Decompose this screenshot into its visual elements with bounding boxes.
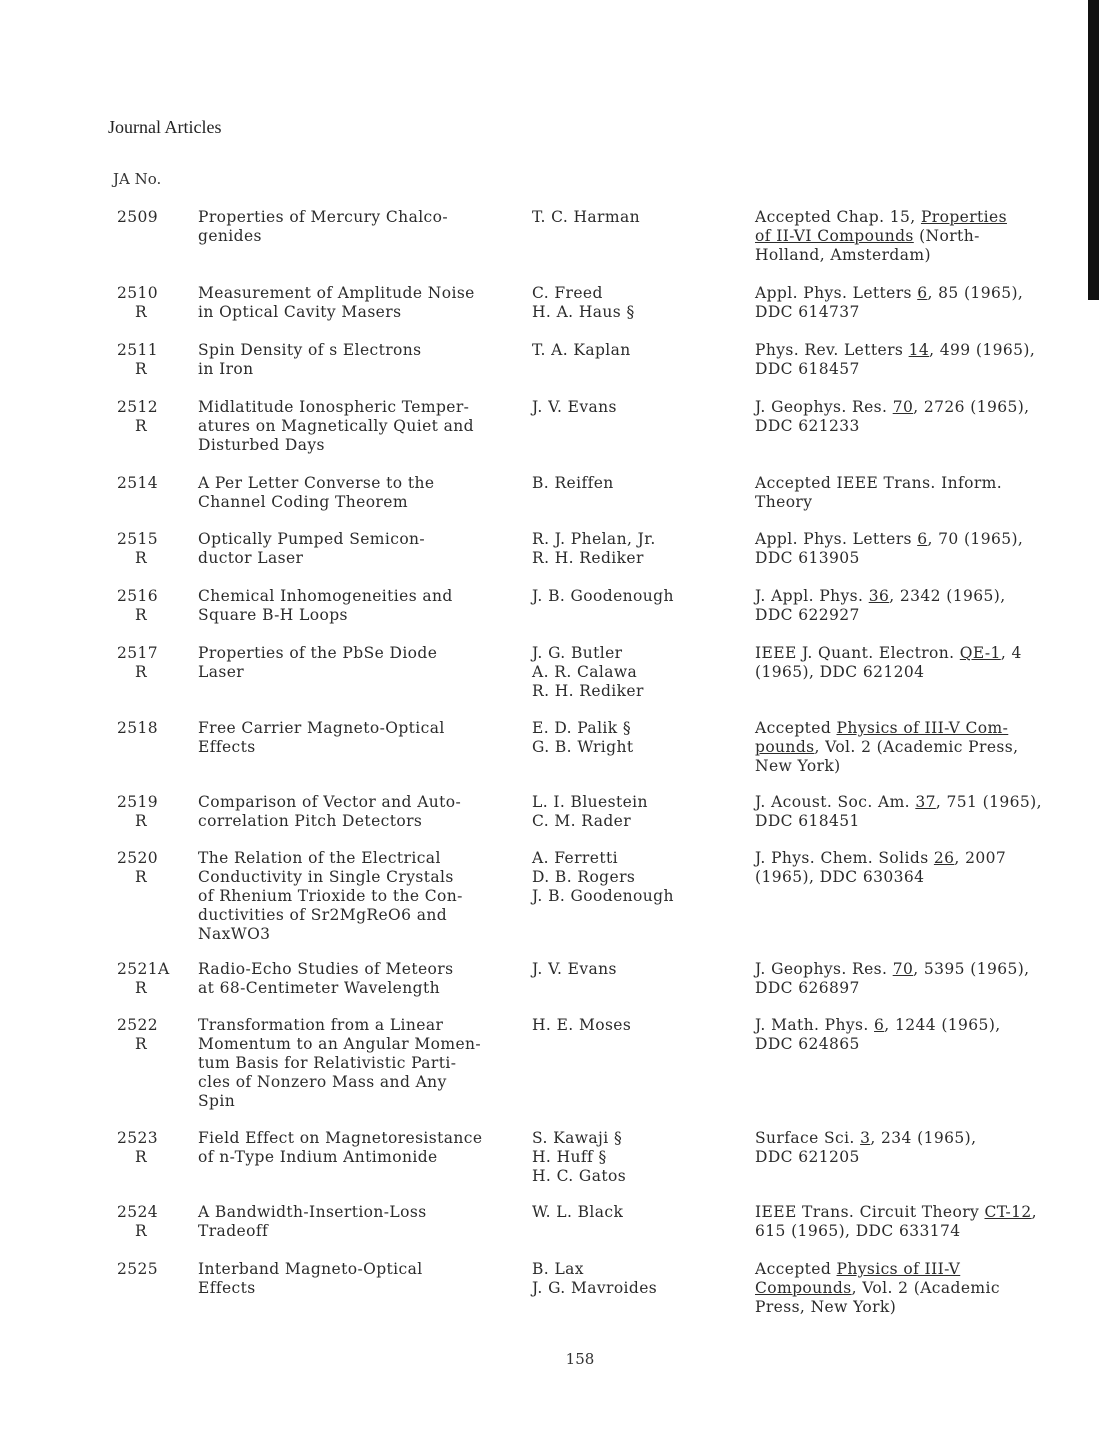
- citation-segment: Press, New York): [755, 1298, 897, 1316]
- citation-segment: DDC 613905: [755, 549, 860, 567]
- title-line: Spin Density of s Electrons: [198, 341, 422, 359]
- citation-line: [755, 849, 1095, 868]
- ja-number-cell: [117, 644, 185, 682]
- author-name: A. R. Calawa: [532, 663, 638, 681]
- ja-number-cell: [117, 719, 185, 738]
- citation-segment: DDC 618457: [755, 360, 860, 378]
- author-name: R. J. Phelan, Jr.: [532, 530, 656, 548]
- article-authors: [532, 530, 747, 568]
- ja-number: 2517: [117, 644, 159, 662]
- ja-number: 2518: [117, 719, 159, 737]
- article-authors: [532, 1260, 747, 1298]
- title-line: atures on Magnetically Quiet and: [198, 417, 474, 435]
- column-header-ja-no: JA No.: [113, 170, 162, 188]
- author-name: C. Freed: [532, 284, 603, 302]
- citation-segment: 6: [874, 1016, 885, 1034]
- title-line: Conductivity in Single Crystals: [198, 868, 454, 886]
- title-line: Disturbed Days: [198, 436, 325, 454]
- citation-segment: IEEE Trans. Circuit Theory: [755, 1203, 985, 1221]
- citation-segment: J. Math. Phys.: [755, 1016, 875, 1034]
- citation-segment: , Vol. 2 (Academic Press,: [814, 738, 1019, 756]
- author-name: T. C. Harman: [532, 208, 640, 226]
- citation-segment: J. Geophys. Res.: [755, 398, 893, 416]
- ja-number-cell: [117, 1203, 185, 1241]
- citation-segment: 3: [860, 1129, 871, 1147]
- article-authors: [532, 849, 747, 906]
- citation-line: [755, 1016, 1095, 1035]
- citation-segment: (1965), DDC 621204: [755, 663, 925, 681]
- article-title: [198, 960, 528, 998]
- author-name: E. D. Palik §: [532, 719, 632, 737]
- article-title: [198, 398, 528, 455]
- citation-segment: , 2007: [954, 849, 1007, 867]
- author-name: H. E. Moses: [532, 1016, 632, 1034]
- article-title: [198, 1129, 528, 1167]
- citation-line: [755, 1260, 1095, 1279]
- ja-number-cell: [117, 530, 185, 568]
- title-line: ductivities of Sr2MgReO6 and: [198, 906, 448, 924]
- reprint-mark: R: [135, 417, 148, 435]
- reprint-mark: R: [135, 1035, 148, 1053]
- citation-segment: , Vol. 2 (Academic: [851, 1279, 1000, 1297]
- ja-number: 2511: [117, 341, 159, 359]
- citation-segment: Accepted Chap. 15,: [755, 208, 921, 226]
- title-line: A Per Letter Converse to the: [198, 474, 435, 492]
- citation-line: [755, 587, 1095, 606]
- author-name: J. V. Evans: [532, 960, 617, 978]
- citation-segment: , 4: [1000, 644, 1022, 662]
- author-name: J. G. Mavroides: [532, 1279, 658, 1297]
- author-name: J. V. Evans: [532, 398, 617, 416]
- ja-number-cell: [117, 284, 185, 322]
- article-authors: [532, 644, 747, 701]
- citation-segment: DDC 614737: [755, 303, 860, 321]
- citation-line: [755, 360, 1095, 379]
- ja-number: 2523: [117, 1129, 159, 1147]
- reprint-mark: R: [135, 812, 148, 830]
- citation-segment: Properties: [920, 208, 1007, 226]
- author-name: L. I. Bluestein: [532, 793, 648, 811]
- citation-segment: 70: [892, 960, 914, 978]
- citation-line: [755, 417, 1095, 436]
- ja-number: 2516: [117, 587, 159, 605]
- title-line: Field Effect on Magnetoresistance: [198, 1129, 483, 1147]
- citation-segment: Physics of III-V Com-: [836, 719, 1009, 737]
- title-line: in Optical Cavity Masers: [198, 303, 402, 321]
- ja-number: 2514: [117, 474, 159, 492]
- title-line: NaxWO3: [198, 925, 271, 943]
- article-title: [198, 474, 528, 512]
- ja-number-cell: [117, 1016, 185, 1054]
- citation-line: [755, 868, 1095, 887]
- citation-segment: 14: [908, 341, 930, 359]
- author-name: W. L. Black: [532, 1203, 624, 1221]
- page-number: 158: [565, 1350, 595, 1368]
- citation-line: [755, 663, 1095, 682]
- citation-segment: Surface Sci.: [755, 1129, 861, 1147]
- citation-segment: Theory: [755, 493, 813, 511]
- title-line: cles of Nonzero Mass and Any: [198, 1073, 447, 1091]
- author-name: J. B. Goodenough: [532, 587, 674, 605]
- citation-segment: DDC 624865: [755, 1035, 860, 1053]
- citation-line: [755, 208, 1095, 227]
- citation-segment: IEEE J. Quant. Electron.: [755, 644, 960, 662]
- citation-segment: , 70 (1965),: [927, 530, 1024, 548]
- citation-line: [755, 793, 1095, 812]
- citation-segment: J. Appl. Phys.: [755, 587, 869, 605]
- article-citation: [755, 1203, 1095, 1241]
- citation-line: [755, 398, 1095, 417]
- citation-line: [755, 493, 1095, 512]
- citation-line: [755, 1035, 1095, 1054]
- page-heading: Journal Articles: [108, 117, 222, 137]
- citation-segment: Compounds: [755, 1279, 852, 1297]
- article-title: [198, 793, 528, 831]
- citation-segment: (1965), DDC 630364: [755, 868, 925, 886]
- citation-line: [755, 1222, 1095, 1241]
- article-citation: [755, 1260, 1095, 1317]
- article-authors: [532, 474, 747, 493]
- citation-segment: , 2726 (1965),: [913, 398, 1030, 416]
- author-name: C. M. Rader: [532, 812, 632, 830]
- citation-segment: Phys. Rev. Letters: [755, 341, 909, 359]
- citation-segment: , 499 (1965),: [929, 341, 1036, 359]
- article-citation: [755, 1016, 1095, 1054]
- citation-segment: 36: [868, 587, 890, 605]
- ja-number-cell: [117, 208, 185, 227]
- citation-line: [755, 303, 1095, 322]
- title-line: Momentum to an Angular Momen-: [198, 1035, 482, 1053]
- article-title: [198, 849, 528, 944]
- citation-segment: 70: [892, 398, 914, 416]
- author-name: R. H. Rediker: [532, 682, 644, 700]
- citation-segment: Accepted: [755, 1260, 837, 1278]
- citation-line: [755, 549, 1095, 568]
- ja-number: 2521A: [117, 960, 170, 978]
- author-name: H. A. Haus §: [532, 303, 635, 321]
- reprint-mark: R: [135, 360, 148, 378]
- article-title: [198, 1203, 528, 1241]
- ja-number-cell: [117, 849, 185, 887]
- title-line: in Iron: [198, 360, 254, 378]
- author-name: H. Huff §: [532, 1148, 607, 1166]
- citation-segment: Appl. Phys. Letters: [755, 284, 918, 302]
- citation-segment: Appl. Phys. Letters: [755, 530, 918, 548]
- reprint-mark: R: [135, 303, 148, 321]
- citation-line: [755, 812, 1095, 831]
- title-line: of Rhenium Trioxide to the Con-: [198, 887, 463, 905]
- citation-line: [755, 979, 1095, 998]
- citation-segment: , 85 (1965),: [927, 284, 1024, 302]
- title-line: Chemical Inhomogeneities and: [198, 587, 453, 605]
- title-line: Measurement of Amplitude Noise: [198, 284, 475, 302]
- title-line: Effects: [198, 738, 256, 756]
- citation-line: [755, 284, 1095, 303]
- title-line: Square B-H Loops: [198, 606, 348, 624]
- citation-line: [755, 644, 1095, 663]
- author-name: S. Kawaji §: [532, 1129, 623, 1147]
- article-citation: [755, 284, 1095, 322]
- citation-segment: , 234 (1965),: [870, 1129, 977, 1147]
- ja-number-cell: [117, 1129, 185, 1167]
- citation-segment: J. Phys. Chem. Solids: [755, 849, 934, 867]
- ja-number: 2510: [117, 284, 159, 302]
- citation-segment: 37: [915, 793, 936, 811]
- citation-segment: ,: [1031, 1203, 1037, 1221]
- citation-segment: of II-VI Compounds: [755, 227, 914, 245]
- title-line: ductor Laser: [198, 549, 304, 567]
- article-citation: [755, 644, 1095, 682]
- citation-segment: , 5395 (1965),: [913, 960, 1030, 978]
- ja-number: 2519: [117, 793, 159, 811]
- citation-segment: J. Geophys. Res.: [755, 960, 893, 978]
- article-authors: [532, 587, 747, 606]
- article-authors: [532, 341, 747, 360]
- article-title: [198, 644, 528, 682]
- author-name: T. A. Kaplan: [532, 341, 631, 359]
- ja-number-cell: [117, 587, 185, 625]
- citation-line: [755, 341, 1095, 360]
- citation-segment: 615 (1965), DDC 633174: [755, 1222, 961, 1240]
- citation-segment: 26: [933, 849, 955, 867]
- ja-number-cell: [117, 398, 185, 436]
- ja-number-cell: [117, 474, 185, 493]
- citation-segment: , 1244 (1965),: [884, 1016, 1001, 1034]
- citation-segment: 6: [917, 530, 928, 548]
- title-line: A Bandwidth-Insertion-Loss: [198, 1203, 427, 1221]
- article-title: [198, 341, 528, 379]
- title-line: Spin: [198, 1092, 236, 1110]
- reprint-mark: R: [135, 1222, 148, 1240]
- author-name: B. Lax: [532, 1260, 584, 1278]
- article-citation: [755, 793, 1095, 831]
- title-line: Properties of Mercury Chalco-: [198, 208, 449, 226]
- title-line: Radio-Echo Studies of Meteors: [198, 960, 454, 978]
- citation-line: [755, 227, 1095, 246]
- article-authors: [532, 719, 747, 757]
- article-citation: [755, 398, 1095, 436]
- citation-line: [755, 719, 1095, 738]
- author-name: H. C. Gatos: [532, 1167, 627, 1185]
- article-authors: [532, 1203, 747, 1222]
- citation-line: [755, 960, 1095, 979]
- article-authors: [532, 1016, 747, 1035]
- reprint-mark: R: [135, 663, 148, 681]
- ja-number: 2522: [117, 1016, 159, 1034]
- reprint-mark: R: [135, 606, 148, 624]
- article-authors: [532, 284, 747, 322]
- title-line: tum Basis for Relativistic Parti-: [198, 1054, 457, 1072]
- article-citation: [755, 530, 1095, 568]
- title-line: The Relation of the Electrical: [198, 849, 441, 867]
- citation-segment: CT-12: [984, 1203, 1032, 1221]
- article-authors: [532, 793, 747, 831]
- citation-segment: Accepted IEEE Trans. Inform.: [755, 474, 1003, 492]
- citation-segment: DDC 622927: [755, 606, 860, 624]
- author-name: A. Ferretti: [532, 849, 618, 867]
- title-line: of n-Type Indium Antimonide: [198, 1148, 438, 1166]
- title-line: Optically Pumped Semicon-: [198, 530, 426, 548]
- ja-number: 2512: [117, 398, 159, 416]
- citation-segment: 6: [917, 284, 928, 302]
- citation-segment: (North-: [913, 227, 980, 245]
- article-title: [198, 208, 528, 246]
- reprint-mark: R: [135, 868, 148, 886]
- author-name: G. B. Wright: [532, 738, 634, 756]
- citation-line: [755, 738, 1095, 757]
- title-line: Midlatitude Ionospheric Temper-: [198, 398, 470, 416]
- title-line: Effects: [198, 1279, 256, 1297]
- citation-segment: Physics of III-V: [836, 1260, 961, 1278]
- article-authors: [532, 398, 747, 417]
- reprint-mark: R: [135, 979, 148, 997]
- author-name: R. H. Rediker: [532, 549, 644, 567]
- ja-number-cell: [117, 1260, 185, 1279]
- citation-line: [755, 1203, 1095, 1222]
- title-line: Properties of the PbSe Diode: [198, 644, 438, 662]
- ja-number-cell: [117, 960, 185, 998]
- title-line: at 68-Centimeter Wavelength: [198, 979, 440, 997]
- citation-line: [755, 474, 1095, 493]
- title-line: genides: [198, 227, 262, 245]
- citation-line: [755, 1279, 1095, 1298]
- citation-segment: DDC 626897: [755, 979, 860, 997]
- reprint-mark: R: [135, 1148, 148, 1166]
- citation-line: [755, 1148, 1095, 1167]
- article-authors: [532, 208, 747, 227]
- ja-number: 2525: [117, 1260, 159, 1278]
- article-title: [198, 719, 528, 757]
- author-name: J. G. Butler: [532, 644, 623, 662]
- title-line: Channel Coding Theorem: [198, 493, 408, 511]
- article-title: [198, 284, 528, 322]
- citation-line: [755, 1129, 1095, 1148]
- ja-number: 2509: [117, 208, 159, 226]
- title-line: correlation Pitch Detectors: [198, 812, 423, 830]
- article-title: [198, 530, 528, 568]
- citation-line: [755, 1298, 1095, 1317]
- ja-number-cell: [117, 793, 185, 831]
- author-name: D. B. Rogers: [532, 868, 636, 886]
- article-title: [198, 587, 528, 625]
- citation-segment: Holland, Amsterdam): [755, 246, 931, 264]
- citation-segment: New York): [755, 757, 841, 775]
- citation-line: [755, 606, 1095, 625]
- citation-line: [755, 757, 1095, 776]
- article-citation: [755, 208, 1095, 265]
- article-citation: [755, 1129, 1095, 1167]
- article-citation: [755, 341, 1095, 379]
- article-authors: [532, 1129, 747, 1186]
- title-line: Laser: [198, 663, 245, 681]
- author-name: B. Reiffen: [532, 474, 614, 492]
- citation-segment: DDC 621205: [755, 1148, 860, 1166]
- citation-segment: QE-1: [959, 644, 1001, 662]
- citation-segment: , 751 (1965),: [935, 793, 1042, 811]
- ja-number: 2524: [117, 1203, 159, 1221]
- title-line: Transformation from a Linear: [198, 1016, 444, 1034]
- article-citation: [755, 960, 1095, 998]
- citation-line: [755, 246, 1095, 265]
- title-line: Interband Magneto-Optical: [198, 1260, 423, 1278]
- article-citation: [755, 474, 1095, 512]
- ja-number: 2515: [117, 530, 159, 548]
- title-line: Tradeoff: [198, 1222, 269, 1240]
- ja-number: 2520: [117, 849, 159, 867]
- citation-segment: pounds: [755, 738, 815, 756]
- citation-segment: , 2342 (1965),: [889, 587, 1006, 605]
- reprint-mark: R: [135, 549, 148, 567]
- title-line: Comparison of Vector and Auto-: [198, 793, 462, 811]
- article-title: [198, 1260, 528, 1298]
- citation-segment: DDC 621233: [755, 417, 860, 435]
- ja-number-cell: [117, 341, 185, 379]
- article-citation: [755, 849, 1095, 887]
- title-line: Free Carrier Magneto-Optical: [198, 719, 445, 737]
- author-name: J. B. Goodenough: [532, 887, 674, 905]
- article-citation: [755, 719, 1095, 776]
- citation-segment: Accepted: [755, 719, 837, 737]
- citation-line: [755, 530, 1095, 549]
- citation-segment: DDC 618451: [755, 812, 860, 830]
- article-title: [198, 1016, 528, 1111]
- citation-segment: J. Acoust. Soc. Am.: [755, 793, 916, 811]
- article-citation: [755, 587, 1095, 625]
- article-authors: [532, 960, 747, 979]
